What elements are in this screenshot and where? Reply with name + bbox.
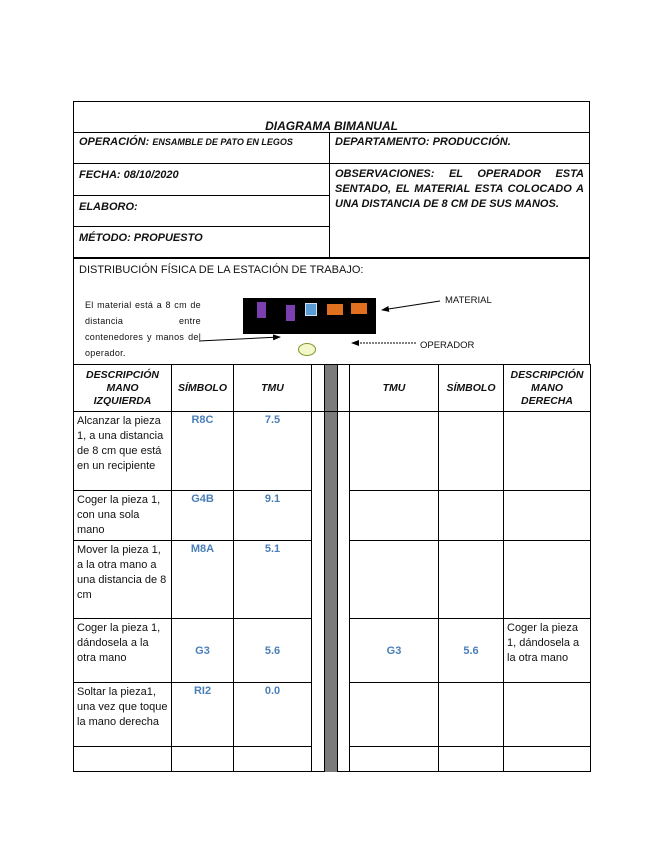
row-left-symbol: RI2 (172, 683, 234, 747)
row-right-description (504, 412, 591, 491)
header-row (74, 133, 589, 258)
row-left-tmu: 0.0 (234, 683, 312, 747)
row-right-tmu (350, 747, 439, 772)
row-gap-left (312, 683, 325, 747)
row-left-tmu: 9.1 (234, 491, 312, 541)
row-gap-right (338, 683, 350, 747)
row-gap-right (338, 491, 350, 541)
row-left-description: Soltar la pieza1, una vez que toque la mano derecha (74, 683, 172, 747)
layout-title: DISTRIBUCIÓN FÍSICA DE LA ESTACIÓN DE TRABAJO: (79, 264, 364, 276)
row-right-symbol (439, 491, 504, 541)
department-cell: DEPARTAMENTO: PRODUCCIÓN. (330, 133, 589, 164)
row-left-description (74, 747, 172, 772)
table-row (74, 491, 591, 541)
header-divider-bar (325, 365, 338, 412)
table-row (74, 619, 591, 683)
row-divider-bar (325, 541, 338, 619)
row-left-description: Mover la pieza 1, a la otra mano a una distancia de 8 cm (74, 541, 172, 619)
row-right-tmu (350, 683, 439, 747)
row-gap-right (338, 619, 350, 683)
row-right-symbol (439, 541, 504, 619)
header-right-description: DESCRIPCIÓN MANO DERECHA (504, 365, 591, 412)
table-header-row (74, 365, 591, 412)
header-left-description: DESCRIPCIÓN MANO IZQUIERDA (74, 365, 172, 412)
row-left-tmu: 7.5 (234, 412, 312, 491)
row-right-symbol: 5.6 (439, 619, 504, 683)
row-left-tmu (234, 747, 312, 772)
row-divider-bar (325, 683, 338, 747)
row-right-symbol (439, 747, 504, 772)
row-divider-bar (325, 619, 338, 683)
layout-note: El material está a 8 cm de distancia entre contenedores y manos del operador. (85, 300, 201, 358)
operation-value: ENSAMBLE DE PATO EN LEGOS (152, 137, 293, 147)
row-left-symbol (172, 747, 234, 772)
diagram-title: DIAGRAMA BIMANUAL (74, 102, 589, 133)
table-row (74, 541, 591, 619)
row-left-tmu: 5.1 (234, 541, 312, 619)
header-gap-left (312, 365, 325, 412)
note-arrow (199, 337, 280, 341)
table-row (74, 747, 591, 772)
material-arrow (382, 301, 440, 310)
row-gap-right (338, 541, 350, 619)
bimanual-table (73, 364, 591, 772)
operation-label: OPERACIÓN: (79, 136, 150, 148)
row-right-tmu (350, 541, 439, 619)
row-left-description: Alcanzar la pieza 1, a una distancia de 8 cm que está en un recipiente (74, 412, 172, 491)
row-left-symbol: M8A (172, 541, 234, 619)
row-divider-bar (325, 747, 338, 772)
row-left-description: Coger la pieza 1, con una sola mano (74, 491, 172, 541)
operator-label: OPERADOR (420, 340, 475, 351)
row-gap-left (312, 491, 325, 541)
header-left-column (74, 133, 330, 258)
row-right-tmu (350, 412, 439, 491)
header-left-tmu: TMU (234, 365, 312, 412)
material-label: MATERIAL (445, 295, 492, 306)
method-cell: MÉTODO: PROPUESTO (74, 227, 329, 258)
row-left-symbol: R8C (172, 412, 234, 491)
layout-arrows (74, 259, 591, 364)
row-gap-left (312, 541, 325, 619)
observations-cell (330, 164, 589, 258)
header-left-symbol: SÍMBOLO (172, 365, 234, 412)
row-right-symbol (439, 412, 504, 491)
table-row (74, 683, 591, 747)
workstation-layout (73, 258, 590, 364)
row-gap-right (338, 747, 350, 772)
row-right-tmu (350, 491, 439, 541)
row-right-description (504, 747, 591, 772)
observations-text: OBSERVACIONES: EL OPERADOR ESTA SENTADO, EL MATERIAL ESTA COLOCADO A UNA DISTANCIA DE 8 CM DE SUS MANOS. (335, 168, 584, 210)
row-divider-bar (325, 412, 338, 491)
date-cell: FECHA: 08/10/2020 (74, 164, 329, 196)
header-gap-right (338, 365, 350, 412)
row-gap-left (312, 747, 325, 772)
row-gap-left (312, 412, 325, 491)
row-gap-left (312, 619, 325, 683)
row-left-description: Coger la pieza 1, dándosela a la otra mano (74, 619, 172, 683)
operation-cell (74, 133, 329, 164)
row-right-description (504, 491, 591, 541)
row-right-symbol (439, 683, 504, 747)
row-divider-bar (325, 491, 338, 541)
row-right-description: Coger la pieza 1, dándosela a la otra mano (504, 619, 591, 683)
row-right-tmu: G3 (350, 619, 439, 683)
row-gap-right (338, 412, 350, 491)
header-right-column (330, 133, 589, 258)
bimanual-diagram-sheet (73, 101, 590, 772)
row-right-description (504, 541, 591, 619)
table-row (74, 412, 591, 491)
header-block (73, 101, 590, 258)
elaborated-by-cell: ELABORO: (74, 196, 329, 227)
row-right-description (504, 683, 591, 747)
row-left-symbol: G3 (172, 619, 234, 683)
row-left-tmu: 5.6 (234, 619, 312, 683)
header-right-symbol: SÍMBOLO (439, 365, 504, 412)
row-left-symbol: G4B (172, 491, 234, 541)
header-right-tmu: TMU (350, 365, 439, 412)
